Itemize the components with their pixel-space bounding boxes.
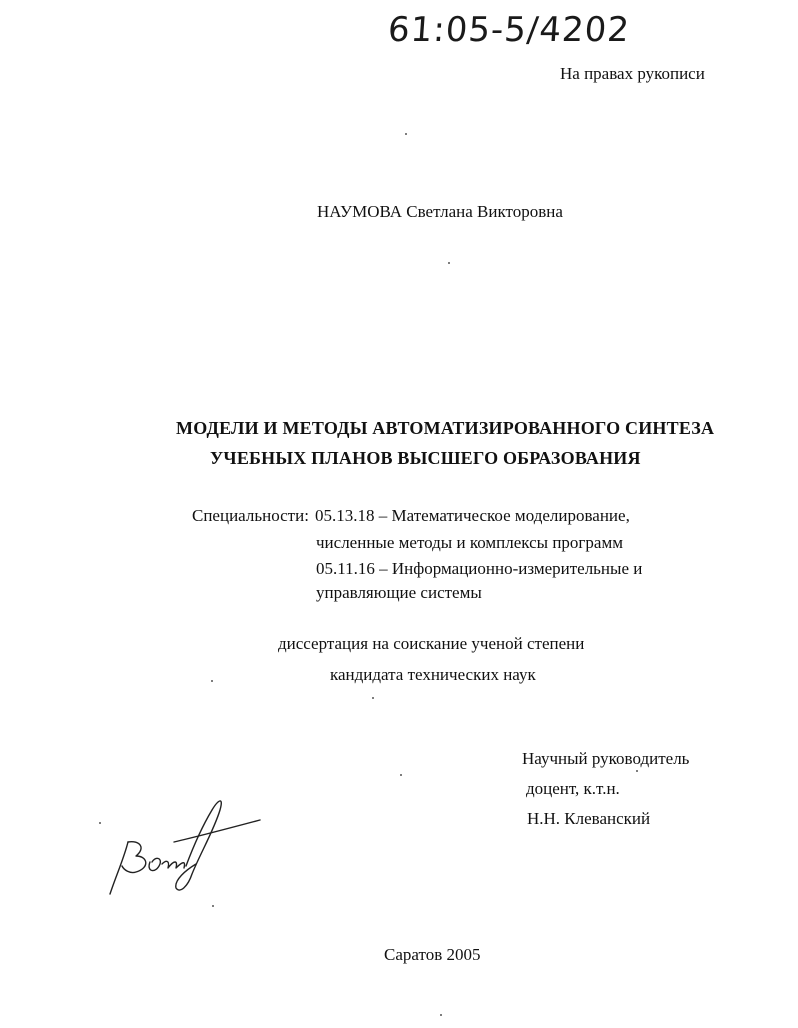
scan-speck bbox=[372, 697, 374, 699]
author-name: НАУМОВА Светлана Викторовна bbox=[317, 202, 563, 221]
specialties-label: Специальности: bbox=[192, 506, 309, 525]
scan-speck bbox=[400, 774, 402, 776]
scan-speck bbox=[448, 262, 450, 264]
supervisor-name: Н.Н. Клеванский bbox=[527, 809, 651, 828]
supervisor-role: Научный руководитель bbox=[522, 749, 690, 768]
city-year: Саратов 2005 bbox=[384, 945, 481, 964]
degree-line-2: кандидата технических наук bbox=[330, 665, 536, 684]
archive-number: 61:05-5/4202 bbox=[386, 10, 632, 50]
dissertation-title-line-1: МОДЕЛИ И МЕТОДЫ АВТОМАТИЗИРОВАННОГО СИНТЕЗА bbox=[176, 418, 715, 438]
scan-speck bbox=[440, 1014, 442, 1016]
scan-speck bbox=[636, 770, 638, 772]
dissertation-title-line-2: УЧЕБНЫХ ПЛАНОВ ВЫСШЕГО ОБРАЗОВАНИЯ bbox=[210, 448, 641, 468]
specialty-2-line-2: управляющие системы bbox=[316, 583, 482, 602]
scan-speck bbox=[405, 133, 407, 135]
scan-speck bbox=[212, 905, 214, 907]
scan-speck bbox=[99, 822, 101, 824]
supervisor-title: доцент, к.т.н. bbox=[526, 779, 620, 798]
handwritten-signature bbox=[100, 790, 270, 900]
specialty-2-line-1: 05.11.16 – Информационно-измерительные и bbox=[316, 559, 643, 578]
scan-speck bbox=[211, 680, 213, 682]
specialty-1-line-1: 05.13.18 – Математическое моделирование, bbox=[315, 506, 630, 525]
specialty-1-line-2: численные методы и комплексы программ bbox=[316, 533, 623, 552]
degree-line-1: диссертация на соискание ученой степени bbox=[278, 634, 585, 653]
rights-note: На правах рукописи bbox=[560, 64, 705, 83]
